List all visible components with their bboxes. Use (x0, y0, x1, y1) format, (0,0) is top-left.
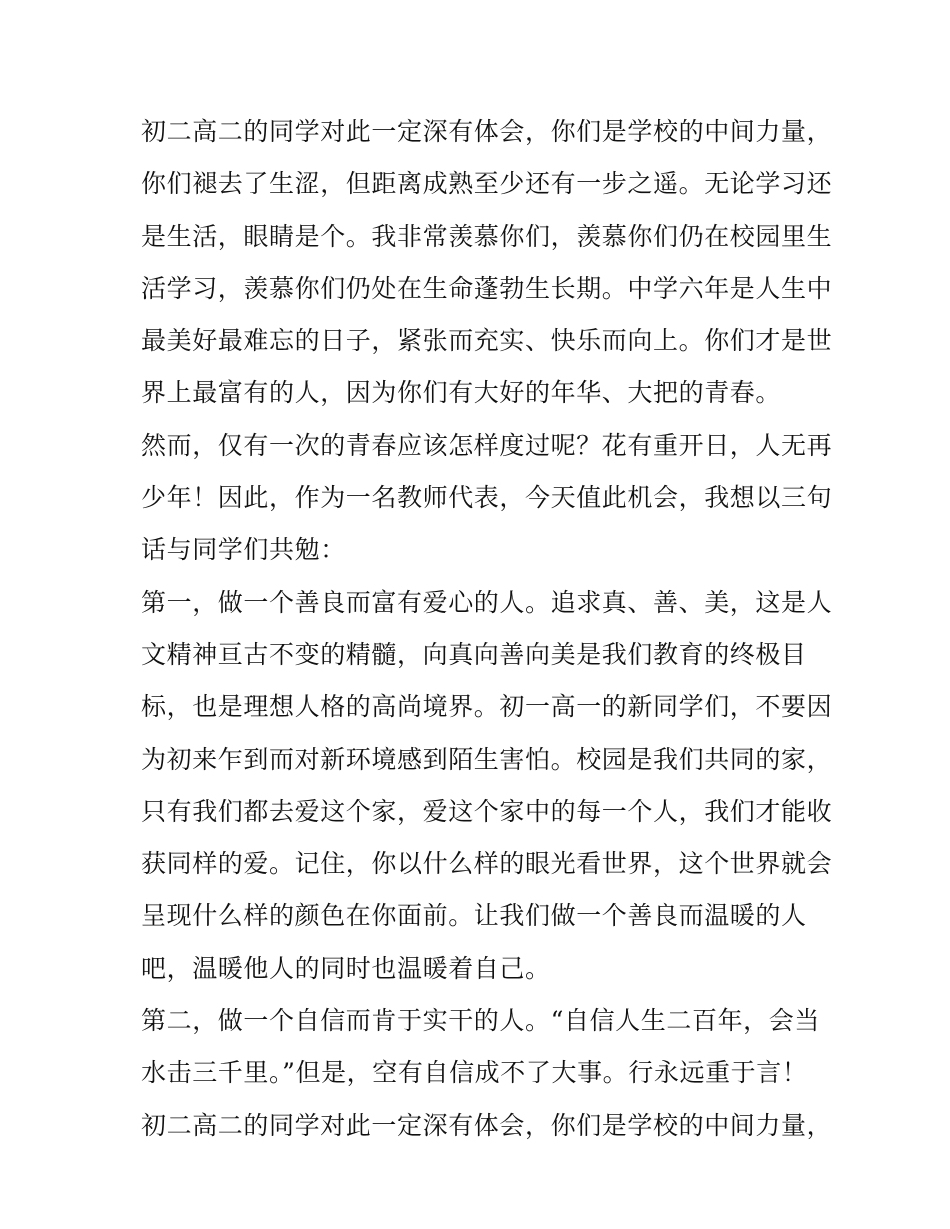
text-line: 呈现什么样的颜色在你面前。让我们做一个善良而温暖的人 (141, 901, 807, 931)
text-line: 界上最富有的人，因为你们有大好的年华、大把的青春。 (141, 378, 782, 408)
text-line: 第一，做一个善良而富有爱心的人。追求真、善、美，这是人 (141, 587, 833, 617)
body-text (141, 106, 833, 1152)
text-line: 文精神亘古不变的精髓，向真向善向美是我们教育的终极目 (141, 639, 807, 669)
text-line: 初二高二的同学对此一定深有体会，你们是学校的中间力量， (141, 1110, 833, 1140)
text-line: 初二高二的同学对此一定深有体会，你们是学校的中间力量， (141, 117, 833, 146)
text-line: 你们褪去了生涩，但距离成熟至少还有一步之遥。无论学习还 (141, 169, 833, 199)
text-line: 标，也是理想人格的高尚境界。初一高一的新同学们，不要因 (141, 692, 833, 722)
text-line: 获同样的爱。记住，你以什么样的眼光看世界，这个世界就会 (141, 849, 833, 879)
text-line: 是生活，眼睛是个。我非常羡慕你们，羡慕你们仍在校园里生 (141, 221, 833, 251)
text-line: 活学习，羡慕你们仍处在生命蓬勃生长期。中学六年是人生中 (141, 273, 833, 303)
text-line: 然而，仅有一次的青春应该怎样度过呢？花有重开日，人无再 (141, 430, 833, 460)
text-line: 为初来乍到而对新环境感到陌生害怕。校园是我们共同的家， (141, 744, 833, 774)
text-line: 少年！因此，作为一名教师代表，今天值此机会，我想以三句 (141, 483, 833, 513)
text-line: 第二，做一个自信而肯于实干的人。“自信人生二百年，会当 (141, 1006, 820, 1036)
text-line: 吧，温暖他人的同时也温暖着自己。 (141, 953, 551, 983)
text-line: 只有我们都去爱这个家，爱这个家中的每一个人，我们才能收 (141, 796, 833, 826)
text-line: 话与同学们共勉： (141, 535, 346, 565)
text-line: 最美好最难忘的日子，紧张而充实、快乐而向上。你们才是世 (141, 326, 833, 356)
text-line: 水击三千里。”但是，空有自信成不了大事。行永远重于言！ (141, 1058, 808, 1088)
